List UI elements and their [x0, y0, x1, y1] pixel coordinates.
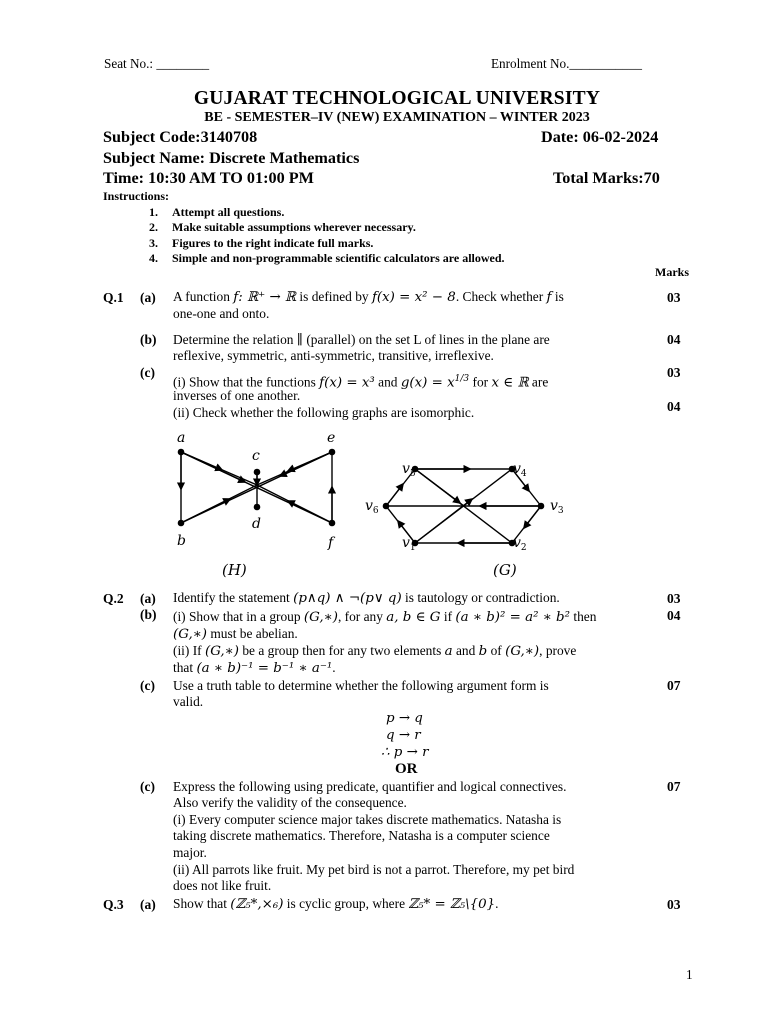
- instruction-text: Make suitable assumptions wherever necessary.: [172, 220, 416, 234]
- marks-header: Marks: [655, 265, 689, 279]
- argument-conclusion: ∴ p → r: [381, 745, 429, 760]
- graph-g-label-v1: $v_1$: [402, 535, 416, 553]
- instruction-text: Figures to the right indicate full marks.: [172, 236, 374, 250]
- question-label: Q.3: [103, 897, 124, 912]
- graph-h-label-b: b: [177, 533, 186, 549]
- marks-value: 04: [667, 399, 681, 414]
- question-label: Q.1: [103, 290, 124, 305]
- marks-value: 04: [667, 332, 681, 347]
- graph-h-label-a: a: [177, 430, 186, 446]
- q2c-or-line1: Express the following using predicate, quantifier and logical connectives.: [173, 779, 567, 794]
- marks-value: 07: [667, 779, 681, 794]
- q2c-or-line3: (i) Every computer science major takes discrete mathematics. Natasha is: [173, 812, 562, 827]
- q1b-line1: Determine the relation ∥ (parallel) on the set L of lines in the plane are: [173, 332, 550, 347]
- graph-h-caption: (H): [222, 561, 247, 579]
- graph-h-label-c: c: [252, 448, 260, 464]
- q2a-line1: Identify the statement (p∧q) ∧ ¬(p∨ q) is tautology or contradiction.: [173, 590, 560, 606]
- marks-value: 03: [667, 365, 681, 380]
- instruction-num: 1.: [149, 205, 158, 219]
- q3a-line1: Show that (ℤ₅*,×₆) is cyclic group, where ℤ₅* = ℤ₅\{0}.: [173, 896, 499, 912]
- marks-value: 07: [667, 678, 681, 693]
- graph-h: [160, 425, 360, 585]
- part-label: (b): [140, 607, 157, 622]
- graph-g-label-v3: $v_3$: [550, 498, 564, 516]
- instruction-text: Simple and non-programmable scientific calculators are allowed.: [172, 251, 505, 265]
- marks-value: 03: [667, 591, 681, 606]
- argument-premise-1: p → q: [386, 711, 423, 726]
- q2c-line2: valid.: [173, 694, 204, 709]
- graph-h-label-f: f: [328, 535, 334, 551]
- part-label: (c): [140, 779, 155, 794]
- enrolment-no: Enrolment No.___________: [491, 56, 642, 71]
- part-label: (c): [140, 365, 155, 380]
- q2c-or-line4: taking discrete mathematics. Therefore, Natasha is a computer science: [173, 828, 550, 843]
- total-marks: Total Marks:70: [553, 169, 660, 187]
- graph-h-label-d: d: [252, 516, 261, 532]
- q2b-line2: (G,∗) must be abelian.: [173, 626, 298, 642]
- graph-g-label-v4: $v_4$: [513, 461, 527, 479]
- exam-date: Date: 06-02-2024: [541, 128, 659, 146]
- q2c-or-line6: (ii) All parrots like fruit. My pet bird is not a parrot. Therefore, my pet bird: [173, 862, 575, 877]
- q1c-line2: inverses of one another.: [173, 388, 301, 403]
- q2c-or-line2: Also verify the validity of the consequence.: [173, 795, 407, 810]
- graph-g-label-v5: $v_5$: [402, 461, 416, 479]
- exam-time: Time: 10:30 AM TO 01:00 PM: [103, 169, 314, 187]
- subject-name: Subject Name: Discrete Mathematics: [103, 149, 360, 167]
- exam-name: BE - SEMESTER–IV (NEW) EXAMINATION – WINTER 2023: [204, 110, 590, 125]
- instruction-num: 3.: [149, 236, 158, 250]
- marks-value: 03: [667, 290, 681, 305]
- part-label: (a): [140, 897, 156, 912]
- graph-h-label-e: e: [327, 430, 336, 446]
- argument-premise-2: q → r: [386, 728, 421, 743]
- graph-g-label-v6: $v_6$: [365, 498, 379, 516]
- part-label: (b): [140, 332, 157, 347]
- university-name: GUJARAT TECHNOLOGICAL UNIVERSITY: [193, 88, 601, 109]
- part-label: (a): [140, 591, 156, 606]
- q2c-or-line5: major.: [173, 845, 207, 860]
- q2b-line3: (ii) If (G,∗) be a group then for any two elements a and b of (G,∗), prove: [173, 643, 577, 659]
- or-separator: OR: [395, 761, 418, 777]
- seat-no: Seat No.: ________: [104, 56, 210, 71]
- q2c-or-line7: does not like fruit.: [173, 878, 272, 893]
- graph-g-caption: (G): [493, 561, 517, 579]
- marks-value: 04: [667, 608, 681, 623]
- instruction-num: 2.: [149, 220, 158, 234]
- part-label: (c): [140, 678, 155, 693]
- instruction-text: Attempt all questions.: [172, 205, 285, 219]
- q2b-line4: that (a ∗ b)⁻¹ = b⁻¹ ∗ a⁻¹.: [173, 660, 336, 676]
- q1c-line3: (ii) Check whether the following graphs are isomorphic.: [173, 405, 475, 420]
- instruction-num: 4.: [149, 251, 158, 265]
- marks-value: 03: [667, 897, 681, 912]
- q2c-line1: Use a truth table to determine whether the following argument form is: [173, 678, 549, 693]
- q1b-line2: reflexive, symmetric, anti-symmetric, transitive, irreflexive.: [173, 348, 494, 363]
- graph-g-label-v2: $v_2$: [513, 535, 527, 553]
- subject-code: Subject Code:3140708: [103, 128, 258, 146]
- instructions-label: Instructions:: [103, 189, 170, 203]
- question-label: Q.2: [103, 591, 124, 606]
- page-number: 1: [686, 967, 693, 982]
- q1a-line1: A function f: ℝ⁺ → ℝ is defined by f(x) = x² − 8. Check whether f is: [173, 289, 564, 305]
- part-label: (a): [140, 290, 156, 305]
- graph-g: [360, 452, 580, 587]
- q1c-line1: (i) Show that the functions f(x) = x³ and $g(x) = x^{1/3}$ for x ∈ ℝ are: [173, 374, 549, 391]
- q1a-line2: one-one and onto.: [173, 306, 270, 321]
- q2b-line1: (i) Show that in a group (G,∗), for any a, b ∈ G if (a ∗ b)² = a² ∗ b² then: [173, 609, 597, 625]
